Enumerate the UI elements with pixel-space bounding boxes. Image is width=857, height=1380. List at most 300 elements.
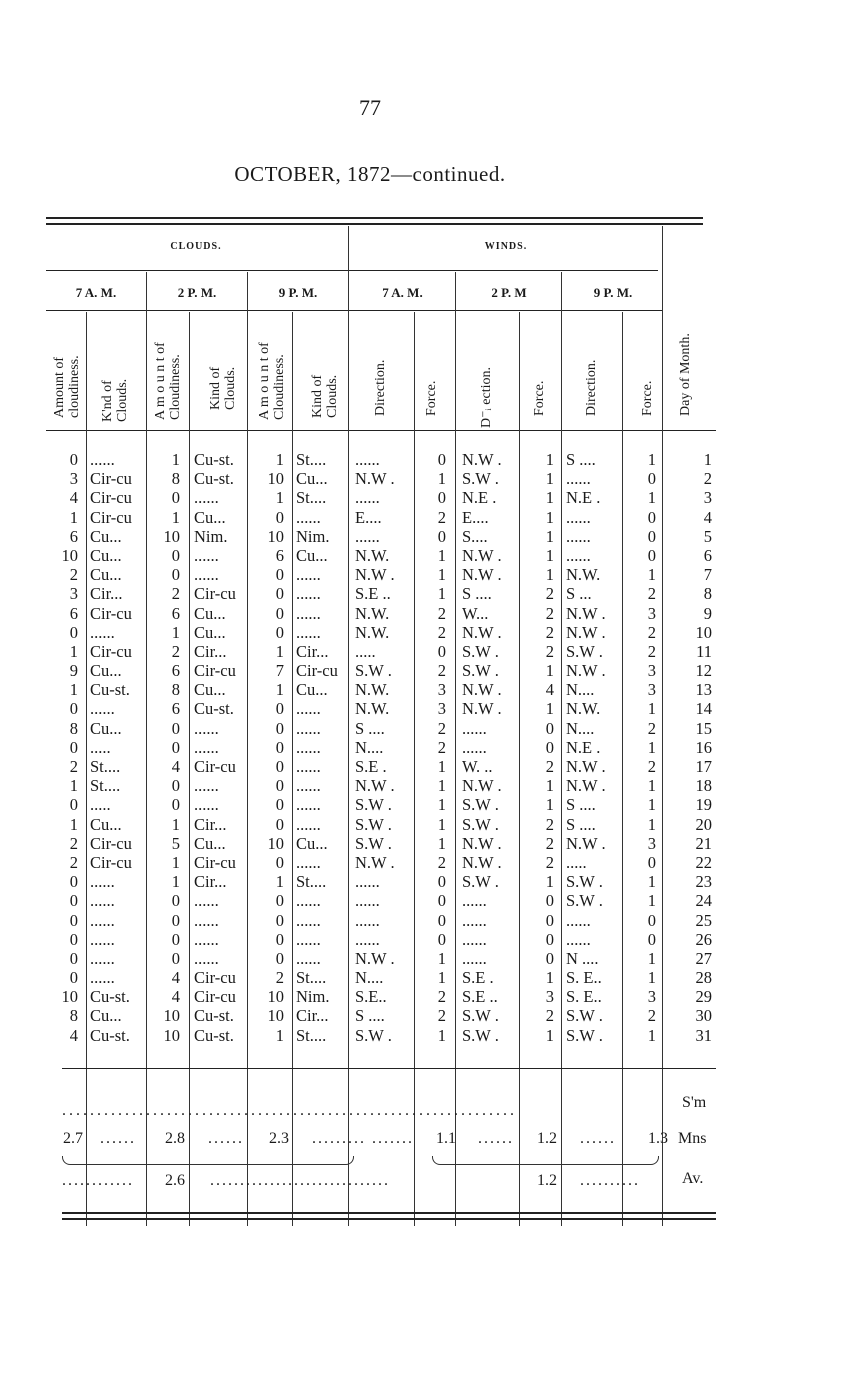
cell-day: 22: [695, 852, 712, 872]
cell-force-2pm: 2: [545, 622, 554, 642]
cell-kind-2pm: Cir-cu: [194, 757, 236, 776]
cell-dir-2pm: S.E ..: [462, 987, 498, 1007]
cell-kind-7am: .....: [90, 737, 111, 757]
cell-kind-7am: ......: [90, 699, 115, 719]
cell-kind-9pm: St....: [296, 968, 327, 988]
cell-amount-2pm: 2: [171, 641, 180, 661]
col-label-line: Cloudiness.: [272, 354, 287, 420]
cell-amount-9pm: 1: [275, 450, 284, 469]
cell-amount-7am: 0: [69, 699, 78, 719]
table-row: [0, 488, 857, 507]
brace: [432, 1156, 659, 1165]
cell-amount-9pm: 2: [275, 968, 284, 988]
cell-force-7am: 1: [437, 948, 446, 968]
mean-am7: 2.7: [63, 1130, 83, 1147]
cell-dir-7am: ......: [355, 929, 380, 949]
cell-amount-9pm: 0: [275, 948, 284, 968]
cell-force-9pm: 3: [647, 661, 656, 681]
cell-dir-9pm: ......: [566, 507, 591, 527]
table-row: [0, 450, 857, 469]
cell-kind-9pm: Nim.: [296, 987, 330, 1007]
cell-kind-9pm: Cu...: [296, 833, 328, 853]
cell-amount-2pm: 0: [171, 929, 180, 949]
clouds-7am-header: 7 A. M.: [75, 285, 117, 300]
cell-amount-7am: 0: [69, 622, 78, 642]
cell-amount-7am: 8: [69, 1006, 78, 1026]
cell-amount-7am: 9: [69, 661, 78, 681]
winds-7am-header: 7 A. M.: [382, 285, 423, 300]
clouds-header: CLOUDS.: [170, 241, 222, 252]
cell-force-7am: 2: [437, 507, 446, 527]
cell-kind-7am: Cir-cu: [90, 507, 132, 527]
cell-dir-9pm: N....: [566, 680, 595, 700]
avg-clouds: 2.6: [165, 1172, 185, 1189]
cell-dir-7am: ......: [355, 450, 380, 469]
cell-force-7am: 2: [437, 622, 446, 642]
cell-amount-7am: 1: [69, 507, 78, 527]
cell-amount-9pm: 0: [275, 718, 284, 738]
cell-dir-2pm: S.W .: [462, 661, 499, 681]
cell-day: 30: [695, 1006, 712, 1026]
cell-dir-2pm: S.W .: [462, 641, 499, 661]
cell-force-9pm: 0: [647, 526, 656, 546]
cell-force-7am: 0: [437, 641, 446, 661]
cell-dir-9pm: N.W .: [566, 776, 606, 796]
cell-amount-9pm: 1: [275, 488, 284, 508]
cell-force-2pm: 2: [545, 814, 554, 834]
col-amount-9pm: [257, 342, 287, 420]
cell-amount-2pm: 1: [171, 507, 180, 527]
cell-amount-9pm: 0: [275, 891, 284, 911]
cell-amount-7am: 0: [69, 929, 78, 949]
cell-day: 4: [703, 507, 712, 527]
mean-dots: ......: [478, 1130, 514, 1147]
cell-dir-9pm: N.W .: [566, 603, 606, 623]
cell-dir-7am: S.W .: [355, 795, 392, 815]
cell-amount-2pm: 1: [171, 852, 180, 872]
table-row: [0, 911, 857, 930]
cell-dir-9pm: S.W .: [566, 872, 603, 892]
cell-kind-9pm: Nim.: [296, 526, 330, 546]
cell-dir-7am: N....: [355, 968, 384, 988]
cell-day: 12: [695, 661, 712, 681]
table-row: [0, 661, 857, 680]
cell-kind-2pm: Nim.: [194, 526, 228, 546]
col-kind-9pm: [310, 375, 340, 418]
cell-kind-7am: Cu...: [90, 814, 122, 834]
cell-dir-9pm: N.W.: [566, 699, 601, 719]
col-direction-2pm: D⁻ᵢ ection.: [479, 367, 494, 428]
cell-kind-2pm: ......: [194, 910, 219, 930]
cell-dir-7am: S.W .: [355, 661, 392, 681]
mean-force7: 1.1: [436, 1130, 456, 1147]
cell-dir-9pm: N....: [566, 718, 595, 738]
cell-force-7am: 0: [437, 910, 446, 930]
cell-force-2pm: 1: [545, 565, 554, 585]
cell-dir-2pm: ......: [462, 910, 487, 930]
cell-force-9pm: 0: [647, 910, 656, 930]
cell-day: 18: [695, 776, 712, 796]
cell-kind-7am: ......: [90, 968, 115, 988]
cell-force-2pm: 1: [545, 699, 554, 719]
cell-kind-7am: Cu-st.: [90, 987, 130, 1007]
cell-force-9pm: 3: [647, 680, 656, 700]
cell-kind-9pm: ......: [296, 814, 321, 834]
cell-dir-7am: ......: [355, 872, 380, 892]
cell-kind-7am: Cu...: [90, 545, 122, 565]
cell-force-7am: 1: [437, 584, 446, 604]
data-table: [0, 450, 857, 1045]
cell-kind-7am: Cu...: [90, 1006, 122, 1026]
cell-dir-7am: N....: [355, 737, 384, 757]
cell-day: 28: [695, 968, 712, 988]
cell-kind-2pm: Cir-cu: [194, 968, 236, 988]
col-label-line: Clouds.: [115, 378, 130, 422]
cell-amount-2pm: 0: [171, 795, 180, 815]
col-label-line: Kind of: [310, 374, 325, 418]
mean-pm9: 2.3: [269, 1130, 289, 1147]
cell-amount-9pm: 0: [275, 757, 284, 776]
cell-kind-7am: Cir-cu: [90, 488, 132, 508]
cell-amount-9pm: 7: [275, 661, 284, 681]
cell-dir-9pm: N.W .: [566, 833, 606, 853]
col-direction-9pm: Direction.: [584, 359, 599, 416]
cell-dir-7am: S.W .: [355, 814, 392, 834]
cell-amount-7am: 6: [69, 603, 78, 623]
cell-kind-7am: ......: [90, 872, 115, 892]
cell-kind-9pm: ......: [296, 891, 321, 911]
cell-kind-9pm: ......: [296, 622, 321, 642]
cell-dir-2pm: S.W .: [462, 1025, 499, 1045]
cell-force-9pm: 1: [647, 814, 656, 834]
cell-force-9pm: 0: [647, 469, 656, 489]
cell-kind-2pm: Cu...: [194, 833, 226, 853]
cell-dir-9pm: ......: [566, 469, 591, 489]
cell-dir-9pm: N.E .: [566, 488, 601, 508]
cell-force-7am: 1: [437, 1025, 446, 1045]
cell-amount-2pm: 8: [171, 680, 180, 700]
cell-force-9pm: 1: [647, 872, 656, 892]
cell-force-7am: 0: [437, 450, 446, 469]
cell-force-9pm: 2: [647, 718, 656, 738]
cell-force-2pm: 1: [545, 661, 554, 681]
avg-dots: ..............................: [210, 1172, 390, 1189]
cell-kind-2pm: Cu-st.: [194, 469, 234, 489]
cell-force-9pm: 3: [647, 833, 656, 853]
cell-kind-7am: Cu...: [90, 565, 122, 585]
cell-force-7am: 1: [437, 469, 446, 489]
cell-amount-2pm: 0: [171, 776, 180, 796]
winds-2pm-header: 2 P. M: [491, 285, 527, 300]
table-row: [0, 776, 857, 795]
col-kind-2pm: [208, 367, 238, 410]
cell-kind-7am: St....: [90, 757, 121, 776]
cell-dir-7am: N.W .: [355, 565, 395, 585]
cell-force-2pm: 2: [545, 584, 554, 604]
cell-force-7am: 2: [437, 718, 446, 738]
cell-kind-7am: Cu-st.: [90, 1025, 130, 1045]
cell-force-9pm: 1: [647, 737, 656, 757]
cell-kind-2pm: Cir...: [194, 641, 227, 661]
cell-amount-2pm: 4: [171, 987, 180, 1007]
cell-amount-2pm: 4: [171, 757, 180, 776]
cell-kind-7am: Cu...: [90, 661, 122, 681]
cell-force-7am: 0: [437, 488, 446, 508]
cell-day: 14: [695, 699, 712, 719]
avg-label: Av.: [682, 1170, 704, 1187]
cell-force-2pm: 1: [545, 469, 554, 489]
col-label-line: cloudiness.: [67, 355, 82, 418]
cell-dir-9pm: ......: [566, 929, 591, 949]
table-row: [0, 757, 857, 776]
cell-force-7am: 2: [437, 1006, 446, 1026]
avg-dots: ..........: [580, 1172, 640, 1189]
cell-force-2pm: 1: [545, 450, 554, 469]
cell-amount-9pm: 0: [275, 507, 284, 527]
cell-dir-7am: N.W.: [355, 603, 390, 623]
cell-kind-7am: ......: [90, 622, 115, 642]
cell-amount-7am: 4: [69, 1025, 78, 1045]
cell-dir-9pm: N.E .: [566, 737, 601, 757]
cell-dir-9pm: S ...: [566, 584, 592, 604]
cell-force-9pm: 1: [647, 488, 656, 508]
cell-dir-7am: ......: [355, 910, 380, 930]
col-force-7am: Force.: [424, 380, 439, 416]
table-row: [0, 604, 857, 623]
cell-kind-7am: Cu...: [90, 526, 122, 546]
cell-dir-9pm: S. E..: [566, 987, 602, 1007]
cell-day: 19: [695, 795, 712, 815]
cell-amount-2pm: 10: [163, 526, 180, 546]
cell-amount-2pm: 0: [171, 910, 180, 930]
cell-kind-2pm: Cir-cu: [194, 661, 236, 681]
table-row: [0, 623, 857, 642]
cell-dir-9pm: N.W .: [566, 757, 606, 776]
cell-dir-7am: E....: [355, 507, 382, 527]
cell-amount-7am: 10: [61, 545, 78, 565]
cell-kind-2pm: Cir-cu: [194, 987, 236, 1007]
cell-amount-2pm: 0: [171, 737, 180, 757]
page-number: 77: [359, 95, 381, 120]
cell-force-7am: 0: [437, 891, 446, 911]
cell-day: 7: [703, 565, 712, 585]
cell-amount-9pm: 0: [275, 603, 284, 623]
cell-dir-7am: N.W .: [355, 776, 395, 796]
cell-amount-9pm: 0: [275, 584, 284, 604]
cell-dir-9pm: S. E..: [566, 968, 602, 988]
cell-amount-7am: 0: [69, 737, 78, 757]
bottom-rule: [62, 1212, 716, 1214]
cell-kind-9pm: St....: [296, 872, 327, 892]
cell-force-9pm: 1: [647, 968, 656, 988]
cell-dir-2pm: N.W .: [462, 450, 502, 469]
table-row: [0, 642, 857, 661]
cell-day: 2: [703, 469, 712, 489]
cell-kind-9pm: ......: [296, 852, 321, 872]
cell-dir-9pm: S ....: [566, 814, 596, 834]
sum-dots-row: .................................................................: [62, 1102, 517, 1119]
cell-kind-2pm: ......: [194, 929, 219, 949]
col-kind-7am: [100, 379, 130, 422]
table-row: [0, 527, 857, 546]
cell-amount-9pm: 10: [267, 469, 284, 489]
cell-day: 26: [695, 929, 712, 949]
cell-force-2pm: 1: [545, 526, 554, 546]
cell-dir-9pm: S.W .: [566, 891, 603, 911]
cell-force-9pm: 1: [647, 948, 656, 968]
cell-dir-2pm: S.W .: [462, 469, 499, 489]
cell-amount-9pm: 0: [275, 737, 284, 757]
cell-force-9pm: 2: [647, 584, 656, 604]
cell-force-9pm: 2: [647, 641, 656, 661]
cell-kind-2pm: Cu-st.: [194, 1025, 234, 1045]
cell-amount-9pm: 0: [275, 814, 284, 834]
cell-dir-9pm: N.W .: [566, 622, 606, 642]
table-row: [0, 508, 857, 527]
cell-day: 13: [695, 680, 712, 700]
cell-dir-7am: S ....: [355, 1006, 385, 1026]
cell-amount-9pm: 1: [275, 1025, 284, 1045]
table-row: [0, 699, 857, 718]
cell-force-7am: 2: [437, 737, 446, 757]
cell-kind-2pm: ......: [194, 488, 219, 508]
cell-amount-2pm: 1: [171, 450, 180, 469]
cell-kind-7am: Cir-cu: [90, 852, 132, 872]
cell-dir-2pm: ......: [462, 891, 487, 911]
cell-dir-2pm: N.W .: [462, 699, 502, 719]
cell-kind-9pm: ......: [296, 718, 321, 738]
cell-amount-2pm: 4: [171, 968, 180, 988]
cell-day: 8: [703, 584, 712, 604]
cell-kind-7am: ......: [90, 929, 115, 949]
cell-day: 23: [695, 872, 712, 892]
table-row: [0, 891, 857, 910]
table-row: [0, 872, 857, 891]
cell-dir-7am: S.E..: [355, 987, 387, 1007]
cell-force-9pm: 0: [647, 929, 656, 949]
cell-force-7am: 1: [437, 795, 446, 815]
cell-dir-9pm: N.W .: [566, 661, 606, 681]
cell-force-7am: 1: [437, 968, 446, 988]
table-row: [0, 584, 857, 603]
cell-amount-7am: 4: [69, 488, 78, 508]
cell-dir-2pm: N.W .: [462, 833, 502, 853]
cell-kind-9pm: ......: [296, 603, 321, 623]
cell-dir-9pm: ......: [566, 545, 591, 565]
cell-amount-2pm: 0: [171, 488, 180, 508]
cell-day: 3: [703, 488, 712, 508]
cell-kind-9pm: ......: [296, 757, 321, 776]
cell-amount-2pm: 6: [171, 661, 180, 681]
cell-kind-7am: Cu-st.: [90, 680, 130, 700]
cell-dir-7am: N.W .: [355, 469, 395, 489]
brace: [62, 1156, 354, 1165]
col-direction-7am: Direction.: [373, 359, 388, 416]
cell-dir-7am: N.W .: [355, 948, 395, 968]
cell-force-9pm: 1: [647, 565, 656, 585]
cell-dir-2pm: S.E .: [462, 968, 494, 988]
cell-amount-7am: 0: [69, 450, 78, 469]
cell-day: 6: [703, 545, 712, 565]
col-label-line: K'nd of: [100, 380, 115, 422]
cell-kind-7am: Cir-cu: [90, 641, 132, 661]
cell-dir-7am: S.E .: [355, 757, 387, 776]
cell-kind-2pm: ......: [194, 891, 219, 911]
col-force-9pm: Force.: [640, 380, 655, 416]
cell-kind-2pm: Cu-st.: [194, 699, 234, 719]
cell-dir-2pm: S.W .: [462, 795, 499, 815]
cell-force-2pm: 1: [545, 488, 554, 508]
cell-amount-2pm: 1: [171, 622, 180, 642]
cell-amount-2pm: 0: [171, 565, 180, 585]
cell-kind-9pm: ......: [296, 699, 321, 719]
cell-kind-9pm: Cir...: [296, 641, 329, 661]
cell-force-2pm: 1: [545, 1025, 554, 1045]
cell-force-7am: 3: [437, 699, 446, 719]
cell-dir-7am: N.W.: [355, 699, 390, 719]
cell-kind-7am: Cu...: [90, 718, 122, 738]
cell-day: 29: [695, 987, 712, 1007]
top-rule: [46, 217, 703, 219]
cell-dir-2pm: S....: [462, 526, 488, 546]
cell-dir-2pm: S ....: [462, 584, 492, 604]
cell-day: 10: [695, 622, 712, 642]
cell-dir-7am: ......: [355, 526, 380, 546]
cell-amount-2pm: 1: [171, 872, 180, 892]
cell-kind-2pm: Cu...: [194, 507, 226, 527]
cell-dir-7am: N.W.: [355, 680, 390, 700]
cell-kind-2pm: Cir-cu: [194, 584, 236, 604]
cell-kind-2pm: ......: [194, 795, 219, 815]
cell-amount-9pm: 10: [267, 833, 284, 853]
cell-amount-2pm: 0: [171, 891, 180, 911]
col-label-line: Clouds.: [223, 366, 238, 410]
cell-amount-9pm: 0: [275, 622, 284, 642]
cell-kind-9pm: ......: [296, 507, 321, 527]
cell-kind-7am: St....: [90, 776, 121, 796]
cell-day: 17: [695, 757, 712, 776]
cell-force-9pm: 1: [647, 776, 656, 796]
table-row: [0, 930, 857, 949]
clouds-9pm-header: 9 P. M.: [278, 285, 318, 300]
cell-kind-2pm: Cir...: [194, 814, 227, 834]
cell-dir-9pm: ......: [566, 526, 591, 546]
cell-kind-9pm: ......: [296, 776, 321, 796]
cell-force-2pm: 2: [545, 833, 554, 853]
cell-force-9pm: 2: [647, 622, 656, 642]
cell-dir-7am: S.E ..: [355, 584, 391, 604]
cell-dir-9pm: S ....: [566, 450, 596, 469]
cell-dir-2pm: W...: [462, 603, 489, 623]
cell-amount-2pm: 0: [171, 948, 180, 968]
cell-kind-7am: Cir...: [90, 584, 123, 604]
cell-amount-9pm: 0: [275, 910, 284, 930]
cell-dir-2pm: ......: [462, 737, 487, 757]
cell-day: 20: [695, 814, 712, 834]
cell-kind-7am: ......: [90, 891, 115, 911]
table-row: [0, 968, 857, 987]
cell-force-9pm: 1: [647, 795, 656, 815]
sum-label: S'm: [682, 1094, 707, 1111]
cell-force-2pm: 1: [545, 795, 554, 815]
cell-amount-9pm: 0: [275, 795, 284, 815]
cell-amount-7am: 0: [69, 968, 78, 988]
cell-dir-7am: ......: [355, 488, 380, 508]
cell-amount-9pm: 0: [275, 565, 284, 585]
cell-force-9pm: 3: [647, 987, 656, 1007]
cell-dir-2pm: N.W .: [462, 545, 502, 565]
cell-dir-9pm: N.W.: [566, 565, 601, 585]
